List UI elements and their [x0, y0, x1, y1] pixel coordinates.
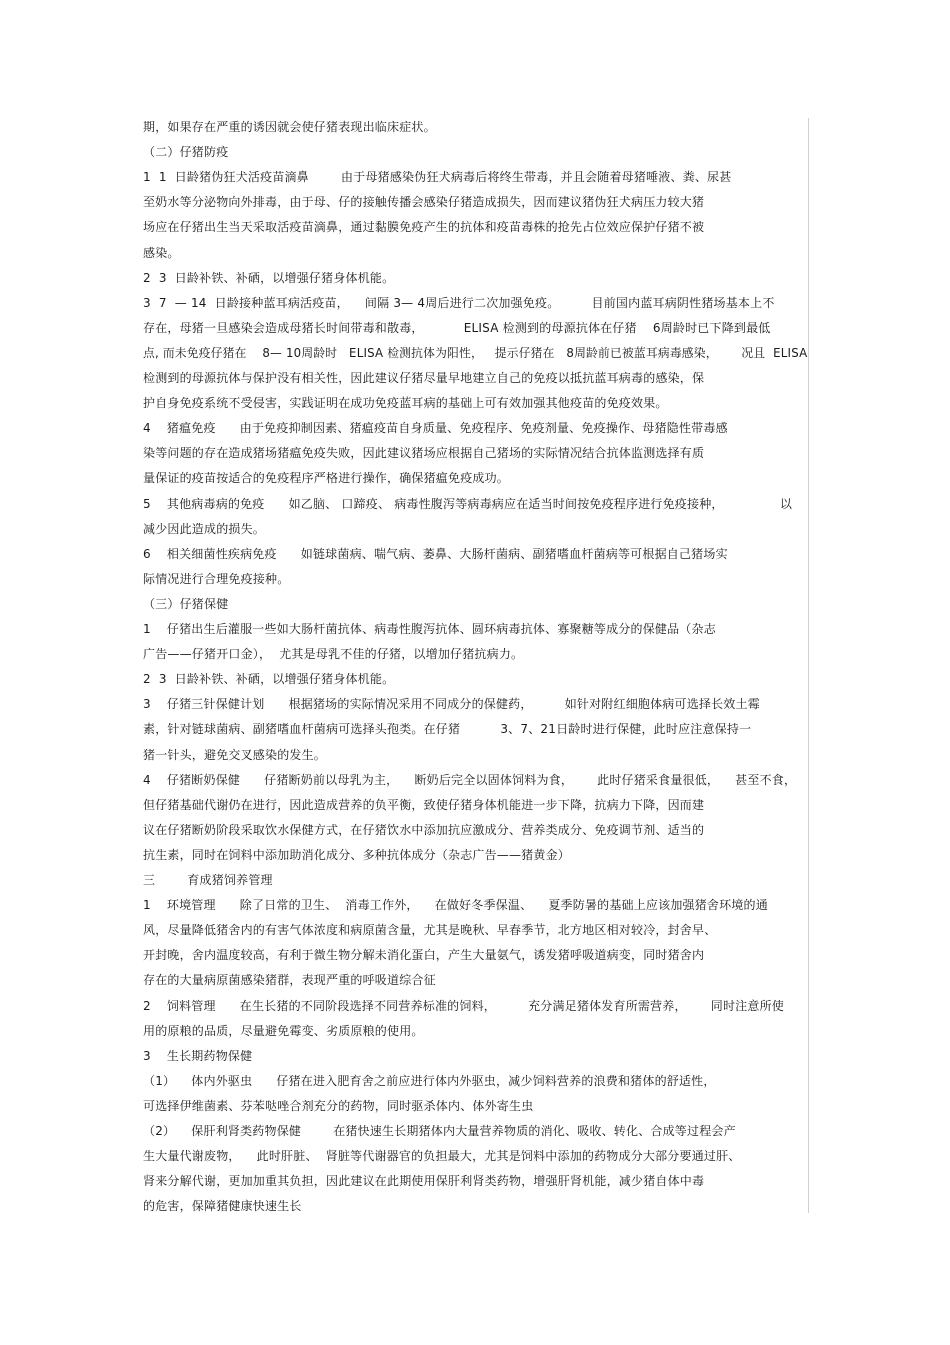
text-line: 5 其他病毒病的免疫 如乙脑、 口蹄疫、 病毒性腹泻等病毒病应在适当时间按免疫程序进行免疫接种， 以: [143, 496, 793, 511]
text-line: 染等问题的存在造成猪场猪瘟免疫失败，因此建议猪场应根据自己猪场的实际情况结合抗体监测选择有质: [143, 446, 705, 461]
text-line: 场应在仔猪出生当天采取活疫苗滴鼻，通过黏膜免疫产生的抗体和疫苗毒株的抢先占位效应保护仔猪不被: [143, 220, 705, 235]
text-line: 可选择伊维菌素、芬苯哒唑合剂充分的药物，同时驱杀体内、体外寄生虫: [143, 1098, 534, 1113]
text-line: 议在仔猪断奶阶段采取饮水保健方式，在仔猪饮水中添加抗应激成分、营养类成分、免疫调节剂、适当的: [143, 822, 705, 837]
text-line: 抗生素，同时在饲料中添加助消化成分、多种抗体成分（杂志广告——猪黄金）: [143, 847, 571, 862]
text-line: 3 生长期药物保健: [143, 1048, 253, 1063]
text-line: 三 育成猪饲养管理: [143, 873, 273, 887]
text-line: 3 仔猪三针保健计划 根据猪场的实际情况采用不同成分的保健药， 如针对附红细胞体病可选择长效土霉: [143, 697, 760, 712]
text-line: 风，尽量降低猪舍内的有害气体浓度和病原菌含量，尤其是晚秋、早春季节，北方地区相对较冷，封舍早、: [143, 923, 717, 938]
text-line: 但仔猪基础代谢仍在进行，因此造成营养的负平衡，致使仔猪身体机能进一步下降，抗病力下降，因而建: [143, 797, 705, 812]
text-line: 生大量代谢废物， 此时肝脏、 肾脏等代谢器官的负担最大，尤其是饲料中添加的药物成分大部分要通过肝、: [143, 1149, 741, 1164]
text-line: 1 仔猪出生后灌服一些如大肠杆菌抗体、病毒性腹泻抗体、圆环病毒抗体、寡聚糖等成分的保健品（杂志: [143, 622, 716, 636]
text-line: 肾来分解代谢，更加加重其负担，因此建议在此期使用保肝利肾类药物，增强肝肾机能，减少猪自体中毒: [143, 1174, 705, 1189]
text-line: 2 3 日龄补铁、补硒，以增强仔猪身体机能。: [143, 672, 395, 687]
text-line: （三）仔猪保健: [143, 596, 229, 611]
text-line: 至奶水等分泌物向外排毒，由于母、仔的接触传播会感染仔猪造成损失，因而建议猪伪狂犬病压力较大猪: [143, 195, 705, 210]
text-line: 用的原粮的品质，尽量避免霉变、劣质原粮的使用。: [143, 1023, 424, 1038]
text-line: 6 相关细菌性疾病免疫 如链球菌病、喘气病、萎鼻、大肠杆菌病、副猪嗜血杆菌病等可根据自己猪场实: [143, 546, 728, 561]
text-line: 3 7 — 14 日龄接种蓝耳病活疫苗， 间隔 3— 4周后进行二次加强免疫。 目前国内蓝耳病阴性猪场基本上不: [143, 295, 775, 310]
text-line: 减少因此造成的损失。: [143, 521, 266, 536]
text-line: 素，针对链球菌病、副猪嗜血杆菌病可选择头孢类。在仔猪 3、7、21日龄时进行保健，此时应注意保持一: [143, 722, 752, 737]
text-line: 4 猪瘟免疫 由于免疫抑制因素、猪瘟疫苗自身质量、免疫程序、免疫剂量、免疫操作、母猪隐性带毒感: [143, 421, 728, 436]
text-line: 1 1 日龄猪伪狂犬活疫苗滴鼻 由于母猪感染伪狂犬病毒后将终生带毒，并且会随着母猪唾液、粪、尿甚: [143, 170, 732, 185]
text-line: 量保证的疫苗按适合的免疫程序严格进行操作，确保猪瘟免疫成功。: [143, 471, 510, 486]
text-line: 猪一针头，避免交叉感染的发生。: [143, 747, 327, 762]
text-line: （二）仔猪防疫: [143, 145, 229, 160]
text-line: 广告——仔猪开口金）， 尤其是母乳不佳的仔猪，以增加仔猪抗病力。: [143, 647, 524, 662]
text-line: 2 饲料管理 在生长猪的不同阶段选择不同营养标准的饲料， 充分满足猪体发育所需营养， 同时注意所使: [143, 998, 784, 1013]
text-line: （1） 体内外驱虫 仔猪在进入肥育舍之前应进行体内外驱虫，减少饲料营养的浪费和猪体的舒适性，: [143, 1073, 716, 1088]
text-line: 护自身免疫系统不受侵害，实践证明在成功免疫蓝耳病的基础上可有效加强其他疫苗的免疫效果。: [143, 396, 668, 411]
text-line: 存在，母猪一旦感染会造成母猪长时间带毒和散毒， ELISA 检测到的母源抗体在仔猪 6周龄时已下降到最低: [143, 320, 771, 335]
text-line: 检测到的母源抗体与保护没有相关性，因此建议仔猪尽量早地建立自己的免疫以抵抗蓝耳病毒的感染，保: [143, 371, 705, 385]
text-line: 存在的大量病原菌感染猪群，表现严重的呼吸道综合征: [143, 973, 436, 988]
text-line: 的危害，保障猪健康快速生长: [143, 1199, 302, 1214]
text-line: 4 仔猪断奶保健 仔猪断奶前以母乳为主， 断奶后完全以固体饲料为食， 此时仔猪采食量很低， 甚至不食，: [143, 772, 797, 787]
text-line: 1 环境管理 除了日常的卫生、 消毒工作外， 在做好冬季保温、 夏季防暑的基础上应该加强猪舍环境的通: [143, 898, 768, 913]
text-line: 开封晚，舍内温度较高，有利于微生物分解未消化蛋白，产生大量氨气，诱发猪呼吸道病变，同时猪舍内: [143, 948, 705, 963]
text-line: 2 3 日龄补铁、补硒，以增强仔猪身体机能。: [143, 270, 395, 285]
text-line: 期，如果存在严重的诱因就会使仔猪表现出临床症状。: [143, 120, 436, 134]
text-line: （2） 保肝利肾类药物保健 在猪快速生长期猪体内大量营养物质的消化、吸收、转化、合成等过程会产: [143, 1124, 736, 1138]
text-line: 感染。: [143, 245, 180, 260]
text-line: 际情况进行合理免疫接种。: [143, 571, 290, 586]
text-line: 点, 而未免疫仔猪在 8— 10周龄时 ELISA 检测抗体为阳性， 提示仔猪在 8周龄前已被蓝耳病毒感染， 况且 ELISA: [143, 345, 808, 360]
